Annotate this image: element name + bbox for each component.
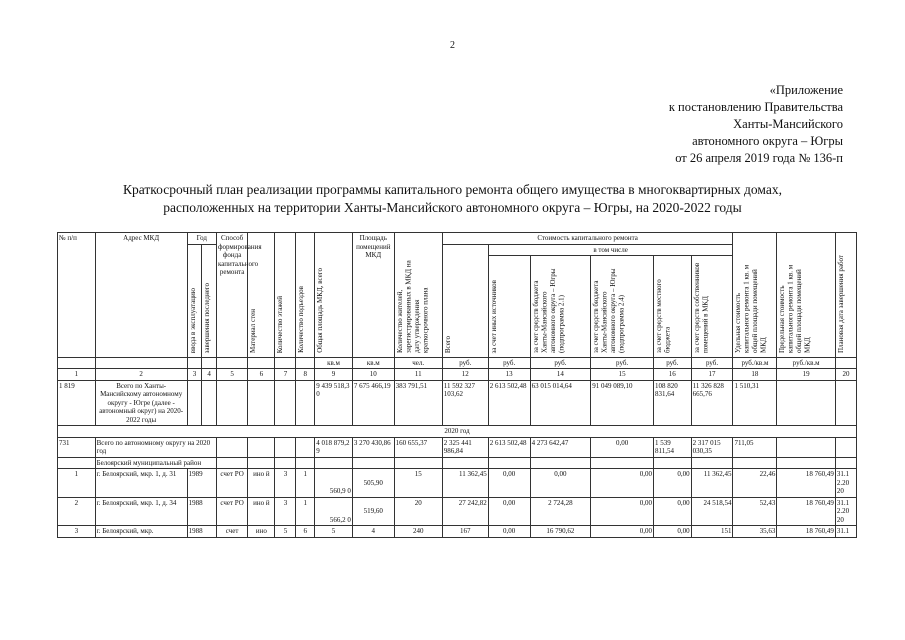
cell-total-area: 560,9 0 [315,469,353,498]
cell-num: 2 [58,497,96,526]
header-wall: Материал стен [248,233,275,358]
cell-local: 0,00 [653,469,691,498]
cell-address: г. Белоярский, мкр. [95,526,187,538]
cell-num: 1 819 [58,380,96,426]
cell-other: 0,00 [488,469,530,498]
col-number: 20 [835,369,856,381]
table-row-year-total [58,437,857,457]
cell-total: 167 [442,526,488,538]
cell-address: Всего по Ханты-Мансийскому автономному округу - Югре (далее - автономный округ) на 2020-2022 годы [95,380,187,426]
cell-unit-cost: 35,63 [733,526,777,538]
cell-wall: ино й [248,497,275,526]
unit-cell: руб. [488,357,530,369]
cell-owners: 11 326 828 665,76 [691,380,733,426]
col-number: 16 [653,369,691,381]
cell-method: счет [216,526,247,538]
col-number: 19 [777,369,836,381]
col-number: 18 [733,369,777,381]
col-number: 12 [442,369,488,381]
header-total-area: Общая площадь МКД, всего [315,233,353,358]
header-okrug1: за счет средств бюджета Ханты-Мансийского автономного округа – Югры (подпрограмма 2.1) [530,256,591,358]
cell-other: 2 613 502,48 [488,380,530,426]
cell-okrug1: 4 273 642,47 [530,437,591,457]
cell-local: 108 820 831,64 [653,380,691,426]
year-section-row [58,426,857,438]
cell-total: 11 592 327 103,62 [442,380,488,426]
col-number: 15 [591,369,654,381]
cell-unit-cost: 1 510,31 [733,380,777,426]
col-number: 7 [275,369,296,381]
unit-cell: чел. [394,357,442,369]
header-unit-cost: Удельная стоимость капитального ремонта 1 кв. м общей площади помещений МКД [733,233,777,358]
header-year-last: завершения последнего [202,244,217,357]
appendix-line: автономного округа – Югры [692,134,843,148]
appendix-block [669,82,843,167]
cell-address: Всего по автономному округу на 2020 год [95,437,216,457]
cell-unit-cost: 22,46 [733,469,777,498]
cell-okrug2: 0,00 [591,469,654,498]
year-label: 2020 год [58,426,857,438]
header-max-cost: Предельная стоимость капитального ремонта 1 кв. м общей площади помещений МКД [777,233,836,358]
cell-okrug1: 0,00 [530,469,591,498]
cell-num: 3 [58,526,96,538]
appendix-line: Ханты-Мансийского [733,117,843,131]
header-entrances: Количество подъездов [296,233,315,358]
header-num: № п/п [58,233,96,358]
header-method: Способ формирования фонда капитального ремонта [216,233,247,358]
cell-year: 1988 [187,497,216,526]
header-floors: Количество этажей [275,233,296,358]
cell-entrances: 1 [296,497,315,526]
document-title [40,181,865,217]
unit-cell: руб./кв.м [733,357,777,369]
unit-cell: руб. [653,357,691,369]
title-line: расположенных на территории Ханты-Мансийского автономного округа – Югры, на 2020-2022 годы [163,200,742,215]
cell-residents: 160 655,37 [394,437,442,457]
cell-wall: ино й [248,469,275,498]
title-line: Краткосрочный план реализации программы капитального ремонта общего имущества в многоквартирных домах, [123,182,782,197]
cell-entrances: 6 [296,526,315,538]
column-numbers-row [58,369,857,381]
cell-wall: ино [248,526,275,538]
col-number: 11 [394,369,442,381]
cell-num: 731 [58,437,96,457]
cell-address: г. Белоярский, мкр. 1, д. 31 [95,469,187,498]
cell-total-area: 4 018 879,2 9 [315,437,353,457]
unit-cell: руб. [691,357,733,369]
cell-method: счет РО [216,469,247,498]
table-row [58,526,857,538]
col-number: 17 [691,369,733,381]
col-number: 5 [216,369,247,381]
cell-total: 2 325 441 986,84 [442,437,488,457]
unit-cell: кв.м [315,357,353,369]
cell-year: 1988 [187,526,216,538]
col-number: 2 [95,369,187,381]
header-row [58,233,857,245]
col-number: 3 [187,369,202,381]
cell-local: 0,00 [653,497,691,526]
table-row-total [58,380,857,426]
header-cost-group: Стоимость капитального ремонта [442,233,733,245]
cell-num: 1 [58,469,96,498]
cell-local: 1 539 811,54 [653,437,691,457]
col-number: 13 [488,369,530,381]
cell-okrug2: 0,00 [591,437,654,457]
cell-other: 2 613 502,48 [488,437,530,457]
cell-total-area: 566,2 0 [315,497,353,526]
page-number: 2 [450,40,455,51]
header-local: за счет средств местного бюджета [653,256,691,358]
district-name: Белоярский муниципальный район [95,457,216,469]
header-incl: в том числе [488,244,733,256]
header-owners: за счет средств собственников помещений в МКД [691,256,733,358]
cell-total-area: 5 [315,526,353,538]
cell-max-cost: 18 760,49 [777,526,836,538]
cell-local: 0,00 [653,526,691,538]
header-premises-area: Площадь помещений МКД [352,233,394,358]
cell-owners: 151 [691,526,733,538]
cell-max-cost: 18 760,49 [777,497,836,526]
cell-okrug2: 0,00 [591,497,654,526]
cell-owners: 2 317 015 030,35 [691,437,733,457]
col-number: 1 [58,369,96,381]
cell-floors: 3 [275,497,296,526]
header-planned-date: Плановая дата завершения работ [835,233,856,358]
unit-cell: руб. [591,357,654,369]
header-address: Адрес МКД [95,233,187,358]
cell-okrug2: 0,00 [591,526,654,538]
col-number: 14 [530,369,591,381]
cell-unit-cost: 52,43 [733,497,777,526]
cell-floors: 3 [275,469,296,498]
col-number: 4 [202,369,217,381]
cell-method: счет РО [216,497,247,526]
cell-premises-area: 7 675 466,19 [352,380,394,426]
col-number: 6 [248,369,275,381]
cell-owners: 24 518,54 [691,497,733,526]
header-okrug2: за счет средств бюджета Ханты-Мансийского автономного округа – Югры (подпрограмма 2.4) [591,256,654,358]
appendix-line: «Приложение [769,83,843,97]
col-number: 9 [315,369,353,381]
header-total: Всего [442,244,488,357]
plan-table [57,232,857,538]
cell-date: 31.1 [835,526,856,538]
header-year-commission: ввода в эксплуатацию [187,244,202,357]
cell-total: 11 362,45 [442,469,488,498]
cell-residents: 20 [394,497,442,526]
cell-total-area: 9 439 518,3 0 [315,380,353,426]
cell-okrug2: 91 049 089,10 [591,380,654,426]
district-row [58,457,857,469]
header-other: за счет иных источников [488,256,530,358]
cell-entrances: 1 [296,469,315,498]
units-row [58,357,857,369]
cell-premises-area: 519,60 [352,497,394,526]
appendix-line: к постановлению Правительства [668,100,843,114]
cell-okrug1: 63 015 014,64 [530,380,591,426]
cell-floors: 5 [275,526,296,538]
col-number: 8 [296,369,315,381]
cell-okrug1: 2 724,28 [530,497,591,526]
cell-date: 31.1 2.20 20 [835,497,856,526]
table-row [58,469,857,498]
cell-premises-area: 505,90 [352,469,394,498]
unit-cell: руб./кв.м [777,357,836,369]
cell-year: 1989 [187,469,216,498]
cell-residents: 383 791,51 [394,380,442,426]
unit-cell: кв.м [352,357,394,369]
cell-owners: 11 362,45 [691,469,733,498]
cell-premises-area: 4 [352,526,394,538]
cell-other: 0,00 [488,526,530,538]
cell-residents: 15 [394,469,442,498]
cell-unit-cost: 711,05 [733,437,777,457]
cell-other: 0,00 [488,497,530,526]
cell-residents: 240 [394,526,442,538]
header-residents: Количество жителей, зарегистрированных в МКД на дату утверждения краткосрочного плана [394,233,442,358]
header-year: Год [187,233,216,245]
cell-max-cost: 18 760,49 [777,469,836,498]
unit-cell: руб. [442,357,488,369]
table-row [58,497,857,526]
cell-address: г. Белоярский, мкр. 1, д. 34 [95,497,187,526]
cell-date: 31.1 2.20 20 [835,469,856,498]
cell-premises-area: 3 270 430,86 [352,437,394,457]
appendix-line: от 26 апреля 2019 года № 136-п [675,151,843,165]
cell-okrug1: 16 790,62 [530,526,591,538]
cell-total: 27 242,82 [442,497,488,526]
unit-cell: руб. [530,357,591,369]
col-number: 10 [352,369,394,381]
